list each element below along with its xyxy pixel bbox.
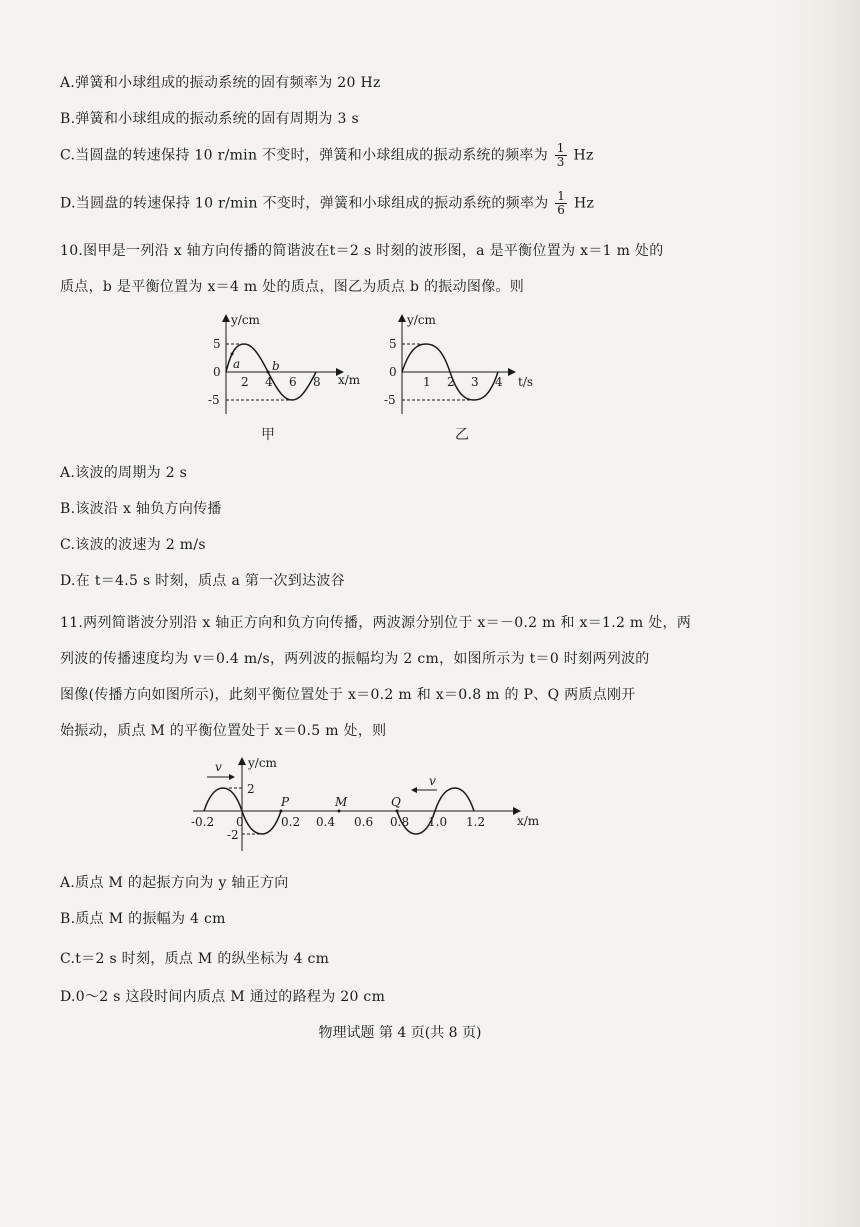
q9-option-d: [60, 190, 594, 217]
q11-stem-line-3: 图像(传播方向如图所示)，此刻平衡位置处于 x＝0.2 m 和 x＝0.8 m 的 P、Q 两质点刚开: [60, 687, 636, 703]
ttick-3: 3: [471, 375, 479, 389]
unit: Hz: [573, 147, 594, 164]
fraction-one-sixth: [555, 190, 567, 217]
xtick-2: 2: [241, 375, 249, 389]
fraction-numerator: 1: [556, 141, 565, 155]
x-axis-label: x/m: [517, 814, 540, 828]
page-edge-shadow: [780, 0, 860, 1227]
point-a-dot: [231, 353, 234, 356]
y-axis-arrow: [398, 314, 406, 322]
x-axis-label: x/m: [338, 373, 361, 387]
point-b-dot: [267, 371, 270, 374]
ytick-neg5: -5: [384, 393, 396, 407]
ytick-5: 5: [389, 337, 397, 351]
q10-stem-line-2: 质点，b 是平衡位置为 x＝4 m 处的质点，图乙为质点 b 的振动图像。则: [60, 279, 525, 295]
q11-option-a: A.质点 M 的起振方向为 y 轴正方向: [60, 875, 289, 891]
point-m-dot: [338, 810, 341, 813]
q11-stem-line-2: 列波的传播速度均为 v＝0.4 m/s，两列波的振幅均为 2 cm，如图所示为 t＝0 时刻两列波的: [60, 651, 650, 667]
q10-option-a: A.该波的周期为 2 s: [60, 465, 188, 481]
q9-option-a: A.弹簧和小球组成的振动系统的固有频率为 20 Hz: [60, 75, 381, 91]
ttick-4: 4: [495, 375, 503, 389]
ytick-neg5: -5: [208, 393, 220, 407]
t-axis-arrow: [508, 368, 516, 376]
figure-jia-wave-graph: [198, 312, 361, 422]
q11-stem-line-4: 始振动，质点 M 的平衡位置处于 x＝0.5 m 处，则: [60, 723, 387, 739]
label-p: P: [281, 795, 290, 809]
xtick-0.2: 0.2: [281, 815, 301, 829]
xtick-6: 6: [289, 375, 297, 389]
ytick-2: 2: [247, 782, 255, 796]
xtick-0.6: 0.6: [354, 815, 374, 829]
xtick-1.2: 1.2: [466, 815, 486, 829]
ytick-5: 5: [213, 337, 221, 351]
ytick-neg2: -2: [227, 828, 239, 842]
xtick-0.8: 0.8: [390, 815, 410, 829]
fraction-denominator: 3: [556, 155, 565, 169]
label-b: b: [272, 359, 280, 373]
q11-option-d: D.0～2 s 这段时间内质点 M 通过的路程为 20 cm: [60, 989, 386, 1005]
q10-option-b: B.该波沿 x 轴负方向传播: [60, 501, 222, 517]
v-label-left: v: [215, 760, 222, 774]
v-arrow-left-head: [411, 787, 417, 793]
origin-label: 0: [236, 815, 244, 829]
label-a: a: [233, 357, 241, 371]
xtick-0.4: 0.4: [316, 815, 336, 829]
origin-label: 0: [389, 365, 397, 379]
point-p-dot: [280, 810, 283, 813]
t-axis-label: t/s: [518, 375, 534, 389]
xtick-1.0: 1.0: [428, 815, 448, 829]
y-axis-label: y/cm: [231, 313, 260, 327]
xtick-8: 8: [313, 375, 321, 389]
y-axis-arrow: [222, 314, 230, 322]
q10-option-c: C.该波的波速为 2 m/s: [60, 537, 206, 553]
q9-option-d-text: D.当圆盘的转速保持 10 r/min 不变时，弹簧和小球组成的振动系统的频率为: [60, 195, 549, 212]
q10-stem-line-1: 10.图甲是一列沿 x 轴方向传播的简谐波在t＝2 s 时刻的波形图，a 是平衡位置为 x＝1 m 处的: [60, 243, 664, 259]
fraction-numerator: 1: [557, 189, 566, 203]
v-label-right: v: [429, 774, 436, 788]
xtick-neg0.2: -0.2: [191, 815, 215, 829]
q11-stem-line-1: 11.两列简谐波分别沿 x 轴正方向和负方向传播，两波源分别位于 x＝－0.2 m 和 x＝1.2 m 处，两: [60, 615, 692, 631]
fraction-one-third: [555, 142, 567, 169]
q9-option-b: B.弹簧和小球组成的振动系统的固有周期为 3 s: [60, 111, 359, 127]
q9-option-c-text: C.当圆盘的转速保持 10 r/min 不变时，弹簧和小球组成的振动系统的频率为: [60, 147, 549, 164]
fraction-denominator: 6: [557, 203, 566, 217]
unit: Hz: [574, 195, 595, 212]
y-axis-label: y/cm: [407, 313, 436, 327]
label-m: M: [335, 795, 348, 809]
point-q-dot: [396, 810, 399, 813]
caption-jia: 甲: [261, 427, 275, 443]
page-footer: 物理试题 第 4 页(共 8 页): [318, 1025, 482, 1041]
q10-option-d: D.在 t＝4.5 s 时刻，质点 a 第一次到达波谷: [60, 573, 345, 589]
figure-two-waves: [185, 755, 545, 855]
origin-label: 0: [213, 365, 221, 379]
v-arrow-right-head: [229, 774, 235, 780]
y-axis-arrow: [238, 757, 246, 765]
q11-option-b: B.质点 M 的振幅为 4 cm: [60, 911, 226, 927]
q11-option-c: C.t＝2 s 时刻，质点 M 的纵坐标为 4 cm: [60, 951, 330, 967]
ttick-2: 2: [447, 375, 455, 389]
ttick-1: 1: [423, 375, 431, 389]
xtick-4: 4: [265, 375, 273, 389]
q9-option-c: [60, 142, 594, 169]
y-axis-label: y/cm: [248, 756, 277, 770]
label-q: Q: [391, 795, 401, 809]
caption-yi: 乙: [455, 427, 469, 443]
figure-yi-vibration-graph: [380, 312, 540, 422]
